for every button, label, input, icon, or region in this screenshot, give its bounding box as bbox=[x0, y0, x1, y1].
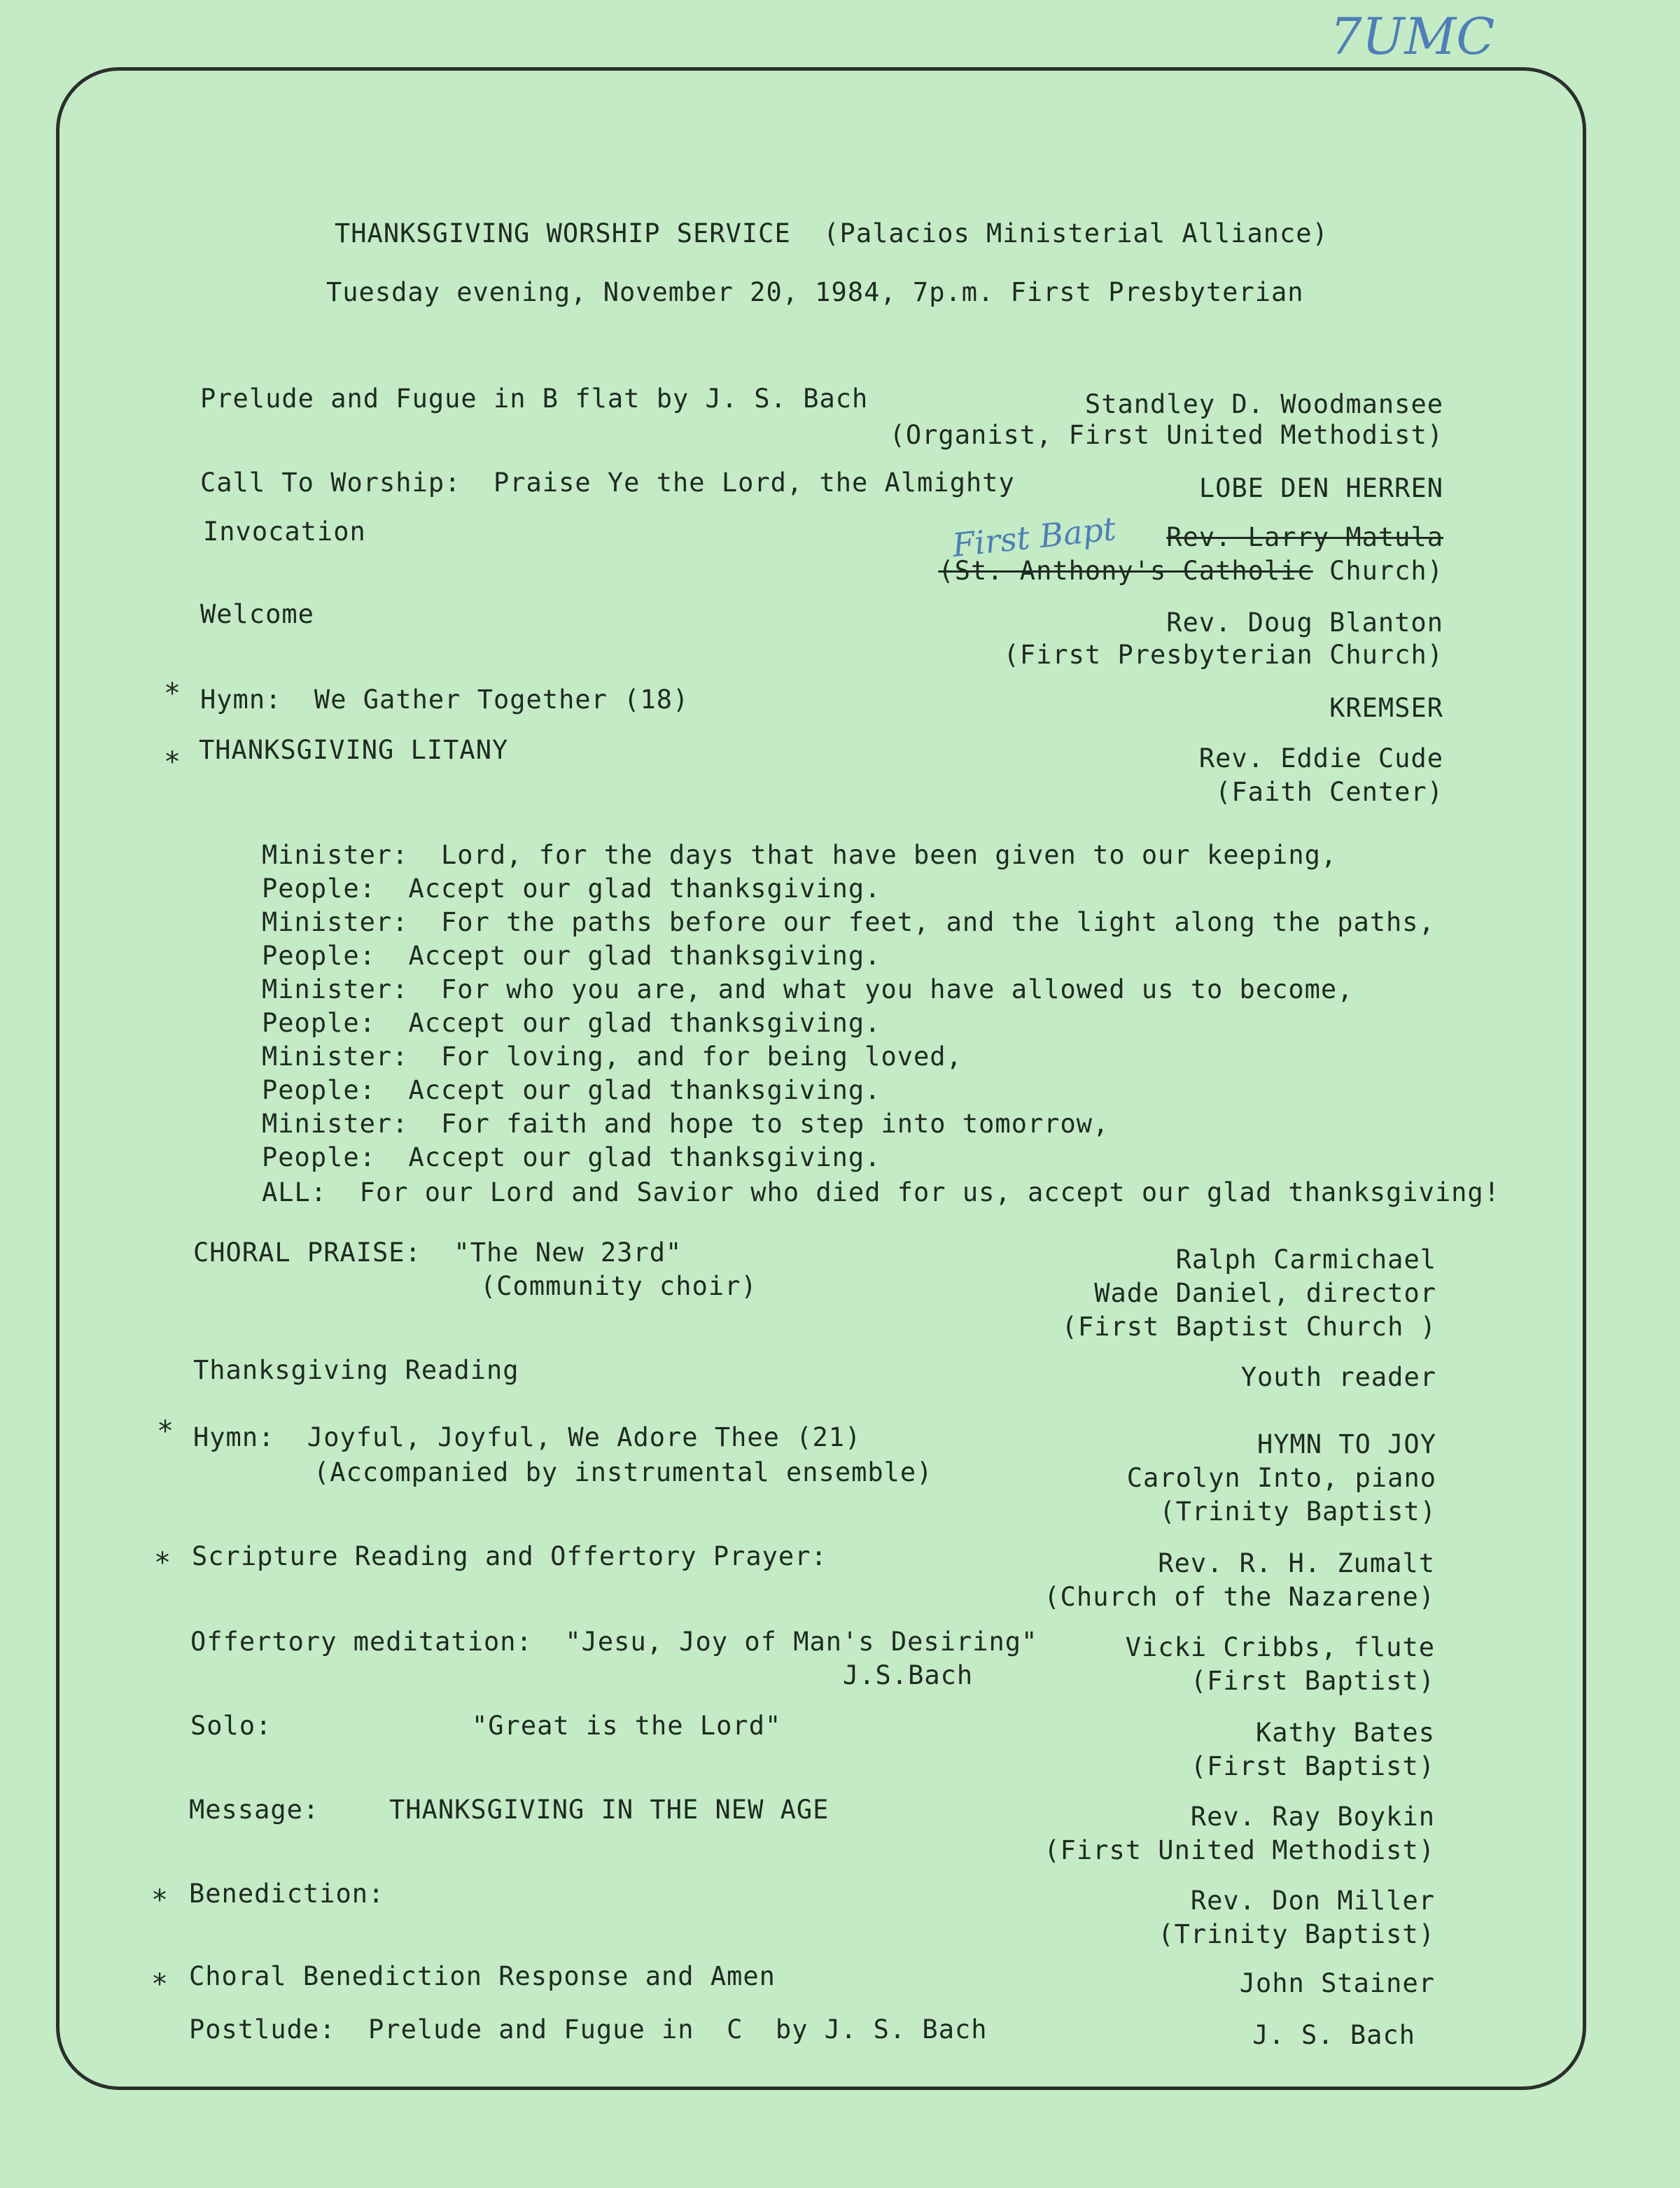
standing-marker: * bbox=[154, 1547, 172, 1579]
litany-line: People: Accept our glad thanksgiving. bbox=[262, 1075, 881, 1105]
prelude-title: Prelude and Fugue in B flat by J. S. Bach bbox=[200, 384, 869, 414]
litany-leader: Rev. Eddie Cude bbox=[1198, 743, 1443, 773]
corner-handwritten-mark: 7UMC bbox=[1330, 7, 1495, 66]
scripture-reading: Scripture Reading and Offertory Prayer: bbox=[192, 1541, 827, 1571]
prelude-affiliation: (Organist, First United Methodist) bbox=[889, 420, 1443, 450]
choral-composer: Ralph Carmichael bbox=[1175, 1244, 1436, 1275]
service-title: THANKSGIVING WORSHIP SERVICE (Palacios Ministerial Alliance) bbox=[335, 218, 1329, 248]
reading-reader: Youth reader bbox=[1240, 1362, 1436, 1392]
solo: Solo: bbox=[190, 1711, 272, 1741]
hymn-joyful-pianist: Carolyn Into, piano bbox=[1126, 1463, 1436, 1493]
message-speaker: Rev. Ray Boykin bbox=[1190, 1802, 1435, 1832]
choral-benediction: Choral Benediction Response and Amen bbox=[189, 1961, 776, 1991]
litany-line: Minister: For faith and hope to step into tomorrow, bbox=[262, 1109, 1110, 1139]
thanksgiving-reading: Thanksgiving Reading bbox=[193, 1355, 519, 1385]
hymn-joyful-affiliation: (Trinity Baptist) bbox=[1159, 1496, 1436, 1527]
offertory-performer: Vicki Cribbs, flute bbox=[1125, 1632, 1435, 1662]
standing-marker: * bbox=[151, 1968, 169, 2000]
hymn-joyful-accompaniment: (Accompanied by instrumental ensemble) bbox=[314, 1457, 933, 1487]
message: Message: bbox=[189, 1795, 320, 1825]
solo-performer: Kathy Bates bbox=[1255, 1718, 1435, 1748]
service-date: Tuesday evening, November 20, 1984, 7p.m. First Presbyterian bbox=[326, 277, 1304, 307]
postlude: Postlude: Prelude and Fugue in C by J. S. Bach bbox=[189, 2014, 988, 2045]
offertory-composer: J.S.Bach bbox=[843, 1660, 974, 1690]
margin-handwritten-note: First Bapt bbox=[950, 509, 1118, 565]
standing-marker: * bbox=[164, 746, 181, 778]
benediction-leader: Rev. Don Miller bbox=[1190, 1886, 1435, 1916]
choral-praise: CHORAL PRAISE: "The New 23rd" bbox=[193, 1237, 682, 1268]
choral-praise-group: (Community choir) bbox=[480, 1271, 757, 1301]
litany-line: People: Accept our glad thanksgiving. bbox=[262, 1008, 881, 1038]
benediction-affiliation: (Trinity Baptist) bbox=[1158, 1919, 1435, 1949]
standing-marker: * bbox=[151, 1884, 169, 1916]
hymn-joyful: Hymn: Joyful, Joyful, We Adore Thee (21) bbox=[193, 1422, 862, 1452]
hymn-we-gather: Hymn: We Gather Together (18) bbox=[200, 685, 690, 715]
litany-line: Minister: For loving, and for being loved, bbox=[262, 1042, 962, 1072]
benediction: Benediction: bbox=[189, 1879, 385, 1909]
choral-benediction-composer: John Stainer bbox=[1239, 1968, 1435, 1998]
invocation-affiliation-rest: Church) bbox=[1312, 556, 1443, 586]
standing-marker: * bbox=[164, 678, 181, 710]
scripture-leader: Rev. R. H. Zumalt bbox=[1158, 1548, 1435, 1578]
litany-line: Minister: Lord, for the days that have been given to our keeping, bbox=[262, 840, 1338, 870]
hymn-we-gather-tune: KREMSER bbox=[1329, 693, 1443, 723]
litany-line: ALL: For our Lord and Savior who died for us, accept our glad thanksgiving! bbox=[262, 1177, 1500, 1207]
invocation-leader: Rev. Larry Matula bbox=[1166, 522, 1443, 552]
litany-line: People: Accept our glad thanksgiving. bbox=[262, 941, 881, 971]
litany-line: Minister: For who you are, and what you have allowed us to become, bbox=[262, 974, 1354, 1004]
litany-line: People: Accept our glad thanksgiving. bbox=[262, 1142, 881, 1172]
welcome-leader: Rev. Doug Blanton bbox=[1166, 608, 1443, 638]
call-to-worship-tune: LOBE DEN HERREN bbox=[1198, 473, 1443, 503]
invocation-affiliation-struck: (St. Anthony's Catholic bbox=[938, 556, 1313, 586]
invocation-affiliation bbox=[938, 556, 1443, 587]
message-affiliation: (First United Methodist) bbox=[1044, 1835, 1435, 1865]
solo-affiliation: (First Baptist) bbox=[1190, 1751, 1435, 1781]
thanksgiving-litany: THANKSGIVING LITANY bbox=[199, 735, 509, 765]
offertory-meditation: Offertory meditation: "Jesu, Joy of Man's Desiring" bbox=[190, 1627, 1038, 1657]
welcome: Welcome bbox=[200, 599, 314, 629]
litany-affiliation: (Faith Center) bbox=[1215, 777, 1443, 807]
choral-affiliation: (First Baptist Church ) bbox=[1061, 1312, 1436, 1342]
choral-director: Wade Daniel, director bbox=[1094, 1278, 1436, 1308]
message-title: THANKSGIVING IN THE NEW AGE bbox=[389, 1795, 830, 1825]
invocation: Invocation bbox=[203, 517, 366, 547]
welcome-affiliation: (First Presbyterian Church) bbox=[1003, 640, 1443, 670]
offertory-affiliation: (First Baptist) bbox=[1190, 1666, 1435, 1696]
hymn-joyful-tune: HYMN TO JOY bbox=[1256, 1429, 1436, 1459]
litany-line: Minister: For the paths before our feet, and the light along the paths, bbox=[262, 907, 1435, 937]
standing-marker: * bbox=[157, 1415, 174, 1447]
prelude-performer: Standley D. Woodmansee bbox=[1084, 389, 1443, 419]
solo-title: "Great is the Lord" bbox=[472, 1711, 782, 1741]
litany-line: People: Accept our glad thanksgiving. bbox=[262, 874, 881, 904]
postlude-composer: J. S. Bach bbox=[1252, 2020, 1415, 2050]
scripture-affiliation: (Church of the Nazarene) bbox=[1044, 1582, 1435, 1612]
call-to-worship: Call To Worship: Praise Ye the Lord, the Almighty bbox=[200, 468, 1015, 498]
